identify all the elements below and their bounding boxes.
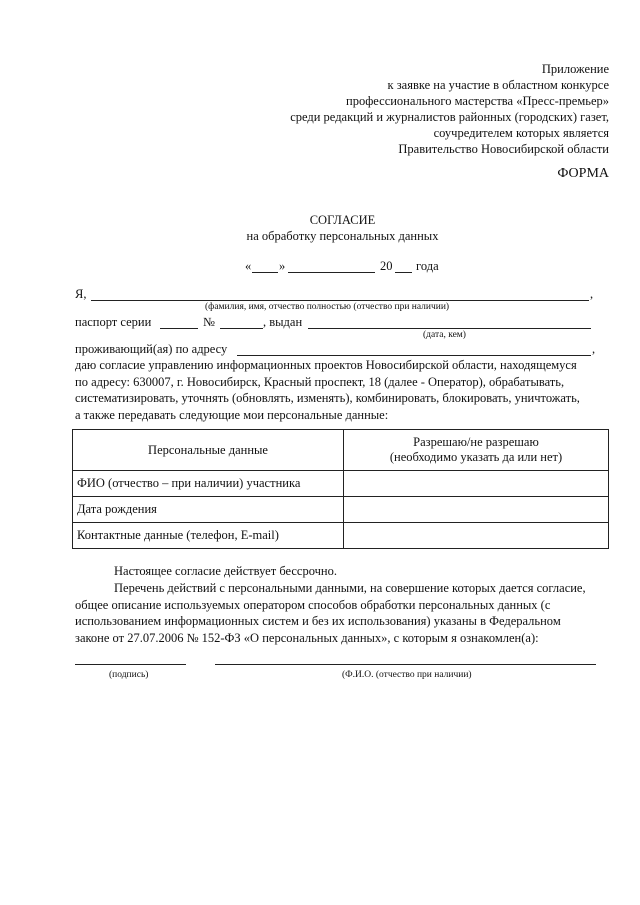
table-row — [73, 497, 609, 523]
passport-number-label: № — [203, 315, 215, 329]
fullname-hint: (Ф.И.О. (отчество при наличии) — [342, 670, 472, 680]
consent-paragraph — [75, 357, 610, 423]
passport-series-field[interactable] — [160, 328, 198, 329]
table-cell-permission[interactable] — [344, 523, 609, 549]
date-year-field[interactable] — [395, 272, 412, 273]
table-header-permission-line2: (необходимо указать да или нет) — [389, 450, 563, 464]
fio-hint: (фамилия, имя, отчество полностью (отчество при наличии) — [205, 302, 450, 312]
passport-label: паспорт серии — [75, 315, 152, 329]
address-label: проживающий(ая) по адресу — [75, 342, 228, 356]
table-row — [73, 471, 609, 497]
issued-label: , выдан — [263, 315, 303, 329]
actions-line-4: законе от 27.07.2006 № 152-ФЗ «О персональных данных», с которым я ознакомлен(а): — [75, 630, 539, 645]
table-cell-permission[interactable] — [344, 471, 609, 497]
header-line-6: Правительство Новосибирской области — [398, 142, 609, 156]
date-month-field[interactable] — [288, 272, 375, 273]
actions-line-3: использованием информационных систем и без их использования) указаны в Федеральном — [75, 614, 561, 628]
date-year-suffix: года — [416, 259, 439, 273]
table-cell-data: Дата рождения — [73, 497, 344, 523]
ya-comma: , — [590, 287, 594, 301]
table-cell-data: Контактные данные (телефон, E-mail) — [73, 523, 344, 549]
date-day-field[interactable] — [252, 272, 278, 273]
consent-line-3: систематизировать, уточнять (обновлять, изменять), комбинировать, блокировать, уничтожать, — [75, 391, 580, 405]
issued-by-field[interactable] — [308, 328, 591, 329]
header-line-5: соучредителем которых является — [433, 126, 609, 140]
table-header-permission-line1: Разрешаю/не разрешаю — [413, 435, 539, 449]
perpetual-note: Настоящее согласие действует бессрочно. — [114, 564, 337, 578]
header-line-4: среди редакций и журналистов районных (городских) газет, — [290, 110, 609, 124]
consent-line-4: а также передавать следующие мои персональные данные: — [75, 407, 389, 422]
address-comma: , — [592, 342, 596, 356]
date-year-prefix: 20 — [380, 259, 393, 273]
passport-number-field[interactable] — [220, 328, 263, 329]
fio-input-line[interactable] — [91, 300, 589, 301]
document-title: СОГЛАСИЕ — [309, 213, 376, 227]
header-line-3: профессионального мастерства «Пресс-премьер» — [346, 94, 609, 108]
table-cell-data: ФИО (отчество – при наличии) участника — [73, 471, 344, 497]
table-header-data: Персональные данные — [73, 430, 344, 471]
address-field[interactable] — [237, 355, 591, 356]
fullname-line[interactable] — [215, 664, 596, 665]
table-row — [73, 523, 609, 549]
signature-line[interactable] — [75, 664, 186, 665]
header-line-1: Приложение — [541, 62, 609, 76]
personal-data-table — [72, 429, 609, 549]
table-cell-permission[interactable] — [344, 497, 609, 523]
header-line-2: к заявке на участие в областном конкурсе — [387, 78, 609, 92]
table-header-permission — [344, 430, 609, 471]
actions-line-1: Перечень действий с персональными данными, на совершение которых дается согласие, — [114, 581, 586, 595]
consent-line-1: даю согласие управлению информационных проектов Новосибирской области, находящемуся — [75, 358, 577, 372]
form-label: ФОРМА — [557, 166, 609, 181]
signature-hint: (подпись) — [109, 670, 149, 680]
actions-paragraph — [75, 580, 610, 646]
consent-line-2: по адресу: 630007, г. Новосибирск, Красный проспект, 18 (далее - Оператор), обрабатывать, — [75, 374, 565, 389]
document-subtitle: на обработку персональных данных — [246, 229, 439, 243]
issued-hint: (дата, кем) — [423, 330, 466, 340]
actions-line-2: общее описание используемых оператором способов обработки персональных данных (с — [75, 597, 551, 612]
ya-label: Я, — [75, 287, 87, 301]
date-close-quote: » — [279, 259, 286, 273]
date-open-quote: « — [245, 259, 252, 273]
